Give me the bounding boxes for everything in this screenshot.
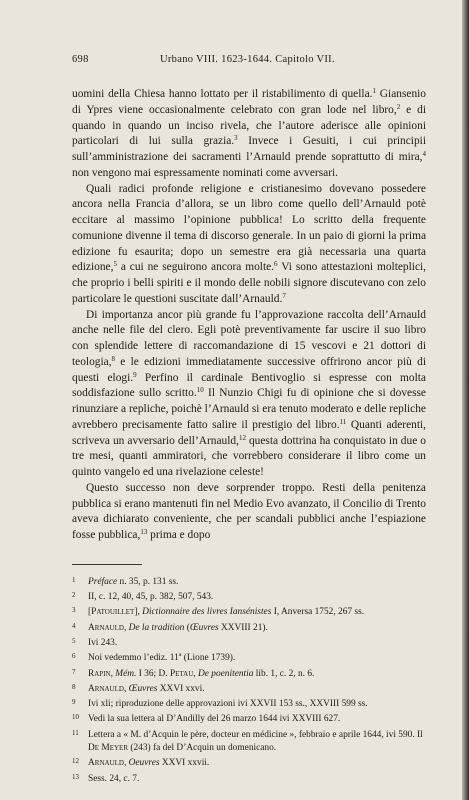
footnote-number: 12: [72, 757, 79, 766]
footnote-number: 7: [72, 667, 76, 676]
footnote-number: 8: [72, 682, 76, 691]
page-edge-shadow: [462, 0, 469, 800]
footnote-number: 2: [72, 591, 76, 600]
text-run: Quanti aderenti, scriveva un avversario dell’Arnauld,: [72, 418, 427, 447]
footnote-text: XXVIII 21).: [218, 622, 268, 633]
footnote-text: Sess. 24, c. 7.: [88, 773, 140, 784]
footnote-number: 4: [72, 621, 76, 630]
paragraph: [72, 87, 426, 182]
footnote-text: Œuvres: [189, 622, 219, 633]
footnote-reference[interactable]: 6: [274, 260, 278, 269]
text-run: Vi sono attestazioni molteplici, che proprio i belli spiriti e il mondo delle nobili signore discutevano con zelo particolare le questioni suscitate dall’Arnauld.: [72, 261, 427, 305]
footnote-text: XXVI xxvi.: [157, 683, 205, 694]
footnotes: [72, 574, 426, 786]
footnote-text: (: [184, 622, 190, 633]
footnote: [72, 711, 426, 726]
paragraph: [72, 481, 426, 544]
footnote-reference[interactable]: 4: [422, 150, 426, 158]
footnote-text: Oeuvres: [128, 758, 160, 769]
main-text: [72, 87, 426, 544]
footnote-text: Vedi la sua lettera al D’Andilly del 26 marzo 1644 ivi XXVIII 627.: [88, 714, 341, 725]
page-number: 698: [72, 54, 89, 65]
footnote-reference[interactable]: 3: [234, 134, 238, 143]
footnote-text: Rapin: [88, 668, 111, 679]
footnote-number: 13: [72, 772, 79, 781]
footnote-text: Dictionnaire des livres Iansénistes: [142, 607, 272, 618]
footnote-text: Œuvres: [128, 683, 158, 694]
footnote-reference[interactable]: 10: [196, 386, 204, 395]
text-run: Giansenio di Ypres viene occasionalmente celebrato con gran lode nel libro,: [72, 88, 426, 116]
footnote-reference[interactable]: 11: [339, 417, 347, 426]
text-run: e di quando in quando un inciso rivela, che l’autore aderisce alle opinioni particolari di lui sulla grazia.: [72, 103, 426, 148]
footnote-text: Noi vedemmo l’ediz. 11ª (Lione 1739).: [88, 653, 236, 664]
footnote-reference[interactable]: 2: [396, 102, 401, 111]
footnote-text: Arnauld: [88, 683, 124, 694]
footnote-text: n. 35, p. 131 ss.: [117, 576, 179, 587]
footnote-text: Mém.: [115, 668, 137, 679]
footnote-text: Arnauld: [88, 622, 124, 633]
footnote: [72, 574, 426, 589]
footnote-number: 11: [72, 728, 79, 737]
footnote-text: Petau: [169, 668, 194, 679]
footnote-text: De la tradition: [128, 622, 185, 633]
text-run: e le edizioni immediatamente successive offrirono ancor più di questi elogi.: [72, 355, 426, 384]
footnote-text: XXVI xxvii.: [159, 758, 210, 769]
paragraph: [72, 308, 426, 481]
footnote-number: 10: [72, 713, 79, 722]
footnote: [72, 681, 426, 696]
footnote-text: De Meyer: [88, 743, 129, 754]
footnote-reference[interactable]: 7: [282, 291, 286, 300]
footnote-text: Préface: [88, 576, 118, 587]
footnote-text: Arnauld: [88, 758, 124, 769]
footnote-reference[interactable]: 1: [372, 87, 376, 95]
footnote-text: ,: [110, 668, 116, 679]
footnote: [72, 771, 426, 786]
text-run: questa dottrina ha conquistato in due o tre mesi, quanti ammiratori, che vorrebbero considerare il libro come un quinto vangelo ed una rivelazione celeste!: [72, 434, 426, 478]
footnote-text: I, Anversa 1752, 267 ss.: [271, 607, 365, 618]
footnote-text: ,: [193, 668, 198, 679]
text-run: Di importanza ancor più grande fu l’approvazione raccolta dell’Arnauld anche nelle file del clero. Egli potè preventivamente far uscire il suo libro con splendide lettere di raccomandazione di 15 vescovi e 21 dottori di teologia,: [72, 308, 426, 368]
text-run: prima e dopo: [147, 529, 211, 541]
footnote-text: Lettera a « M. d’Acquin le père, docteur en médicine », febbraio e aprile 1644, ivi 590. Il: [88, 729, 423, 740]
footnote-reference[interactable]: 13: [140, 528, 148, 536]
text-run: Il Nunzio Chigi fu di opinione che si dovesse rinunziare a repliche, poichè l’Arnauld si era tenuto moderato e delle repliche avrebbero precisamente fatto salire il prestigio del libro.: [72, 387, 426, 431]
footnote-text: I 36; D.: [136, 668, 170, 679]
footnote-reference[interactable]: 8: [111, 354, 116, 363]
footnote: [72, 696, 426, 711]
text-run: Invece i Gesuiti, i cui principii sull’amministrazione dei sacramenti l’Arnauld prende soprattutto di mira,: [72, 135, 426, 163]
footnote: [72, 650, 426, 665]
footnote-text: (243) fa del D’Acquin un domenicano.: [128, 743, 277, 754]
text-run: a cui ne seguirono ancora molte.: [116, 261, 275, 274]
footnote-number: 5: [72, 636, 76, 645]
footnote-text: Ivi 243.: [88, 637, 118, 648]
footnote-number: 1: [72, 575, 76, 584]
footnote-text: ,: [123, 758, 129, 769]
footnote-text: De poenitentia: [197, 668, 254, 679]
footnote-text: ],: [134, 607, 143, 618]
text-run: Quali radici profonde religione e cristianesimo dovevano possedere ancora nella Francia d’allora, se un libro come quello dell’Arnauld potè eccitare al massimo l’opinione pubblica! Lo scritto della frequente comunione divenne il tema di discorso generale. In un paio di giorni la prima edizione fu esaurita; dopo un semestre era già necessaria una quarta edizione,: [72, 182, 426, 274]
text-run: Questo successo non deve sorprender troppo. Resti della penitenza pubblica si erano mantenuti fin nel Medio Evo avanzato, il Concilio di Trento aveva dichiarato conveniente, che per scandali pubblici anche l’espiazione fosse pubblica,: [72, 481, 426, 541]
footnote: [72, 666, 426, 681]
footnote-number: 9: [72, 698, 76, 707]
text-run: non vengono mai espressamente nominati come avversari.: [72, 166, 339, 179]
footnote: [72, 635, 426, 650]
footnote-text: [: [88, 607, 92, 618]
footnote-text: II, c. 12, 40, 45, p. 382, 507, 543.: [88, 592, 214, 603]
text-run: Perfino il cardinale Bentivoglio si espresse con molta soddisfazione sullo scritto.: [72, 371, 426, 400]
running-header: [72, 54, 426, 70]
footnote-rule: [72, 564, 142, 565]
footnote: [72, 755, 426, 770]
paragraph: [72, 182, 426, 308]
footnote: [72, 589, 426, 604]
footnote-text: ,: [123, 683, 129, 694]
footnote-text: lib. 1, c. 2, n. 6.: [253, 668, 315, 679]
footnote-reference[interactable]: 5: [113, 260, 117, 269]
running-title: Urbano VIII. 1623-1644. Capitolo VII.: [160, 54, 335, 65]
footnote-number: 6: [72, 652, 76, 661]
footnote-text: Ivi xli; riproduzione delle approvazioni ivi XXVII 153 ss., XXVIII 599 ss.: [88, 699, 368, 710]
text-run: uomini della Chiesa hanno lottato per il ristabilimento di quella.: [72, 88, 373, 100]
footnote: [72, 727, 426, 756]
footnote-number: 3: [72, 606, 76, 615]
footnote-text: ,: [123, 622, 129, 633]
footnote: [72, 604, 426, 619]
footnote-reference[interactable]: 9: [133, 370, 137, 379]
footnote: [72, 620, 426, 635]
footnote-text: Patouillet: [91, 607, 135, 618]
footnote-reference[interactable]: 12: [238, 433, 246, 442]
